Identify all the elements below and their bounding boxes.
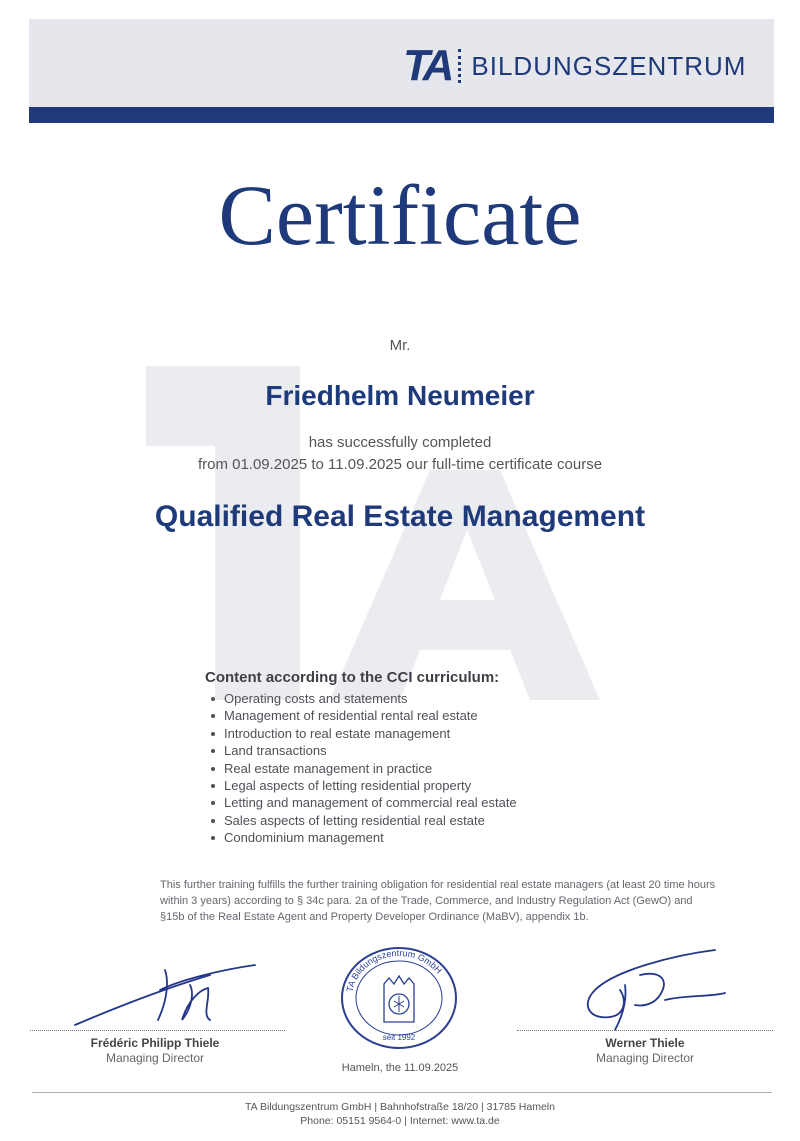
recipient-name: Friedhelm Neumeier — [265, 380, 535, 411]
left-signatory-role: Managing Director — [105, 1051, 205, 1065]
logo — [403, 41, 747, 90]
curriculum-item: Land transactions — [205, 742, 725, 759]
right-signatory-name: Werner Thiele — [605, 1036, 685, 1050]
curriculum-section — [205, 669, 725, 847]
right-signatory-role: Managing Director — [595, 1051, 695, 1065]
certificate-title: Certificate — [218, 167, 582, 263]
curriculum-item: Sales aspects of letting residential real estate — [205, 812, 725, 829]
header-rule — [29, 107, 774, 123]
footer-rule — [32, 1092, 772, 1093]
curriculum-heading: Content according to the CCI curriculum: — [205, 669, 500, 686]
curriculum-item: Real estate management in practice — [205, 760, 725, 777]
logo-separator — [458, 49, 461, 83]
curriculum-item: Introduction to real estate management — [205, 725, 725, 742]
curriculum-item: Operating costs and statements — [205, 690, 725, 707]
curriculum-item: Legal aspects of letting residential property — [205, 777, 725, 794]
logo-text: BILDUNGSZENTRUM — [471, 50, 747, 81]
course-period: from 01.09.2025 to 11.09.2025 our full-time certificate course — [197, 456, 603, 473]
completion-text: has successfully completed — [308, 434, 492, 451]
left-signature — [70, 960, 260, 1030]
left-signature-line — [30, 1030, 285, 1031]
place-and-date: Hameln, the 11.09.2025 — [341, 1062, 459, 1074]
course-title: Qualified Real Estate Management — [154, 500, 646, 533]
salutation: Mr. — [389, 337, 411, 354]
curriculum-item: Management of residential rental real estate — [205, 707, 725, 724]
footer-address — [0, 1100, 800, 1128]
legal-footnote: This further training fulfills the further training obligation for residential real estate managers (at least 20 time hours within 3 years) according to § 34c para. 2a of the Trade, Commerce, and Industry Regulation Act (GewO) and §15b of the Real Estate Agent and Property Developer Ordinance (MaBV), appendix 1b. — [160, 879, 716, 923]
footer-line-1: TA Bildungszentrum GmbH | Bahnhofstraße 18/20 | 31785 Hameln — [245, 1101, 555, 1113]
logo-mark: TA — [403, 41, 451, 90]
curriculum-item: Letting and management of commercial real estate — [205, 794, 725, 811]
right-signature — [565, 945, 735, 1035]
right-signature-line — [517, 1030, 773, 1031]
svg-text:seit 1992: seit 1992 — [382, 1033, 416, 1042]
company-seal — [339, 946, 459, 1050]
left-signatory-name: Frédéric Philipp Thiele — [90, 1036, 220, 1050]
svg-text:TA Bildungszentrum GmbH: TA Bildungszentrum GmbH — [344, 947, 444, 993]
curriculum-item: Condominium management — [205, 829, 725, 846]
curriculum-list — [205, 690, 725, 847]
footer-line-2: Phone: 05151 9564-0 | Internet: www.ta.de — [300, 1115, 500, 1127]
